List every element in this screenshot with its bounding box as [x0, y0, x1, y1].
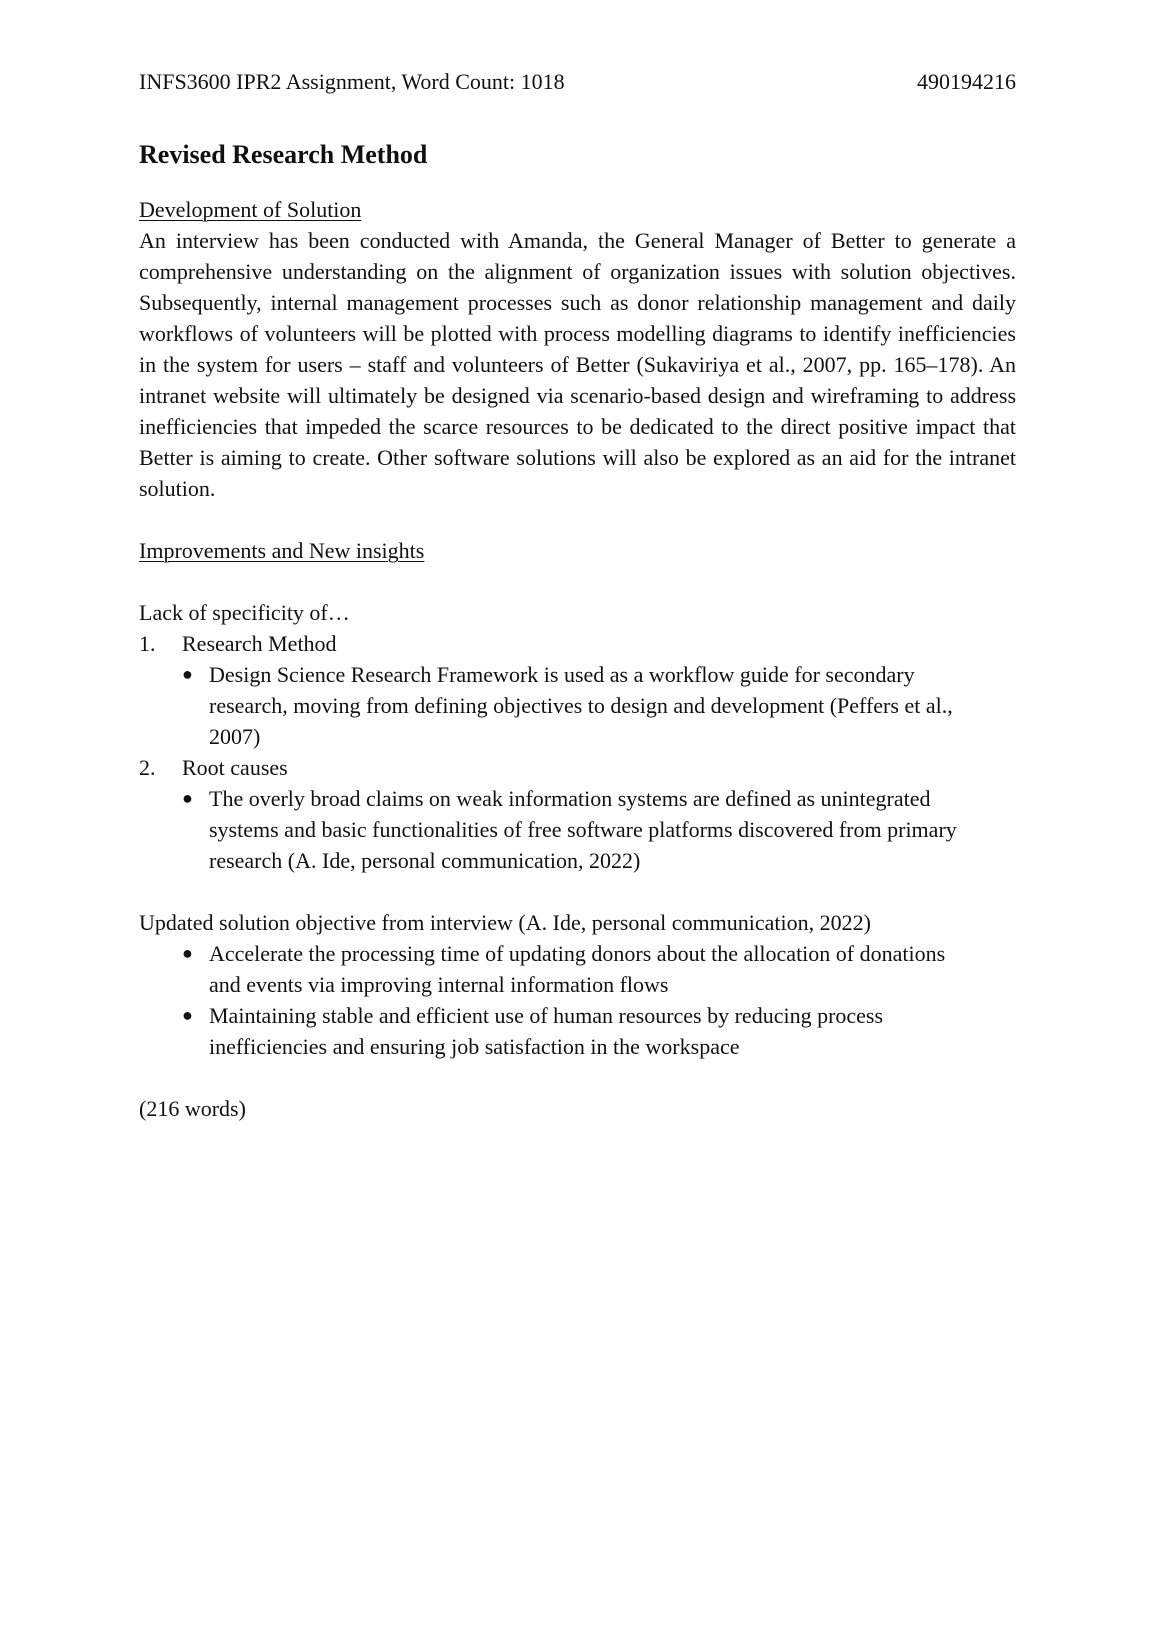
item-number: 1.	[139, 631, 156, 656]
item-number: 2.	[139, 755, 156, 780]
numbered-item-header	[139, 628, 1016, 659]
bullet-list	[139, 783, 1016, 876]
page-header	[139, 66, 1016, 97]
header-student-id: 490194216	[917, 69, 1016, 94]
updated-objective-lead: Updated solution objective from interview (A. Ide, personal communication, 2022)	[139, 910, 871, 935]
bullet-icon: ●	[182, 788, 193, 808]
page-content	[139, 66, 1016, 1124]
item-label: Root causes	[182, 755, 288, 780]
bullet-text: Accelerate the processing time of updating donors about the allocation of donations and events via improving internal information flows	[209, 941, 946, 997]
numbered-item-root-causes	[139, 752, 1016, 876]
list-item	[139, 783, 1016, 876]
numbered-item-research-method	[139, 628, 1016, 752]
list-item	[139, 938, 1016, 1000]
bullet-icon: ●	[182, 664, 193, 684]
bullet-text: Design Science Research Framework is used as a workflow guide for secondary research, moving from defining objectives to design and development (Peffers et al., 2007)	[209, 662, 953, 749]
improvements-lead: Lack of specificity of…	[139, 600, 350, 625]
bullet-list	[139, 659, 1016, 752]
header-assignment-info: INFS3600 IPR2 Assignment, Word Count: 1018	[139, 69, 565, 94]
numbered-item-header	[139, 752, 1016, 783]
development-paragraph: An interview has been conducted with Amanda, the General Manager of Better to generate a comprehensive understanding on the alignment of organization issues with solution objectives. Subsequently, internal management processes such as donor relationship management and daily workflows of volunteers will be plotted with process modelling diagrams to identify inefficiencies in the system for users – staff and volunteers of Better (Sukaviriya et al., 2007, pp. 165–178). An intranet website will ultimately be designed via scenario-based design and wireframing to address inefficiencies that impeded the scarce resources to be dedicated to the direct positive impact that Better is aiming to create. Other software solutions will also be explored as an aid for the intranet solution.	[139, 228, 1016, 501]
page-title: Revised Research Method	[139, 140, 428, 169]
bullet-text: Maintaining stable and efficient use of human resources by reducing process inefficiencies and ensuring job satisfaction in the workspace	[209, 1003, 884, 1059]
bullet-icon: ●	[182, 943, 193, 963]
list-item	[139, 1000, 1016, 1062]
bullet-icon: ●	[182, 1005, 193, 1025]
word-count: (216 words)	[139, 1096, 246, 1121]
improvements-heading: Improvements and New insights	[139, 538, 425, 563]
bullet-text: The overly broad claims on weak information systems are defined as unintegrated systems and basic functionalities of free software platforms discovered from primary research (A. Ide, personal communication, 2022)	[209, 786, 957, 873]
list-item	[139, 659, 1016, 752]
updated-objective-list	[139, 938, 1016, 1062]
development-heading: Development of Solution	[139, 197, 362, 222]
item-label: Research Method	[182, 631, 337, 656]
